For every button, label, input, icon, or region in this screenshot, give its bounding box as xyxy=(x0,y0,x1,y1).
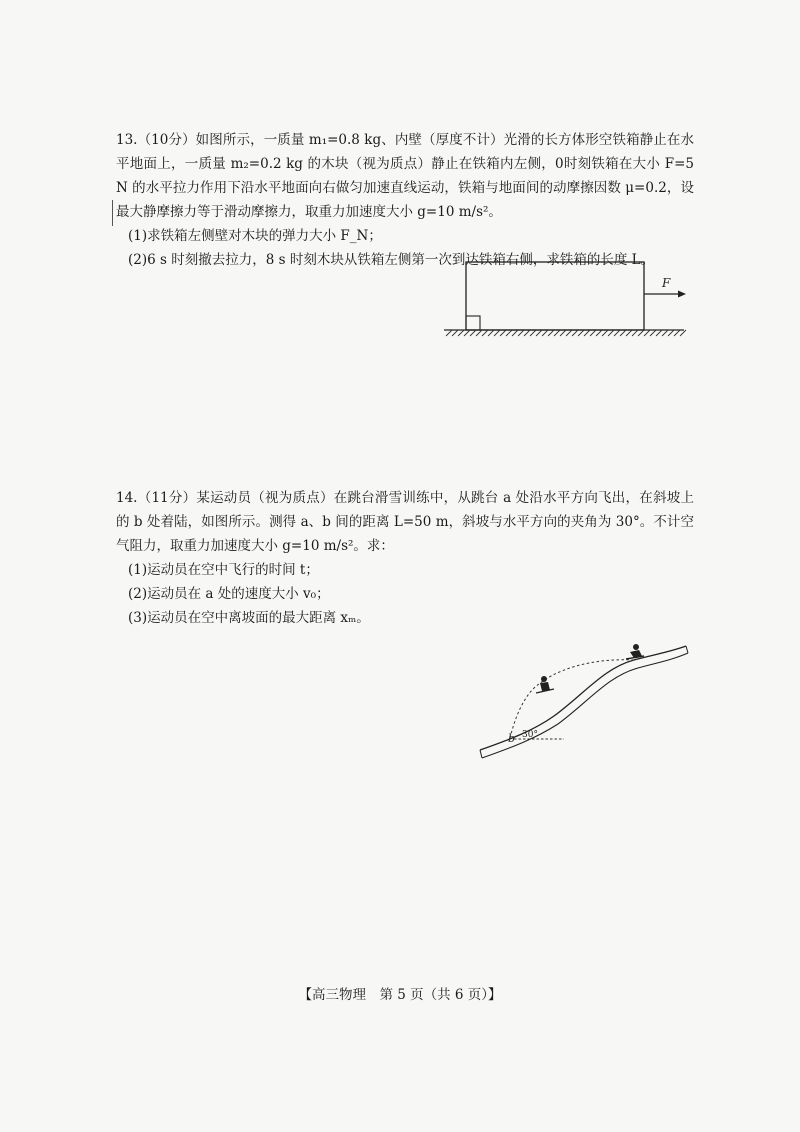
angle-label: 30° xyxy=(522,730,538,740)
iron-box-figure xyxy=(444,254,694,344)
question-13-stem: 13.（10分）如图所示，一质量 m₁=0.8 kg、内壁（厚度不计）光滑的长方体形空铁箱静止在水平地面上，一质量 m₂=0.2 kg 的木块（视为质点）静止在铁箱内左侧，0时刻铁箱在大小 F=5 N 的水平拉力作用下沿水平地面向右做匀加速直线运动，铁箱与地面间的动摩擦因数 μ=0.2，设最大静摩擦力等于滑动摩擦力，取重力加速度大小 g=10 m/s²。 xyxy=(116,132,694,220)
hatch-line xyxy=(578,330,584,336)
question-13-part-2: (2)6 s 时刻撤去拉力，8 s 时刻木块从铁箱左侧第一次到达铁箱右侧，求铁箱的长度 L。 xyxy=(128,252,655,268)
question-14-stem: 14.（11分）某运动员（视为质点）在跳台滑雪训练中，从跳台 a 处沿水平方向飞出，在斜坡上的 b 处着陆，如图所示。测得 a、b 间的距离 L=50 m，斜坡与水平方向的夹角为 30°。不计空气阻力，取重力加速度大小 g=10 m/s²。求： xyxy=(116,490,694,554)
hatch-line xyxy=(500,330,506,336)
hatch-line xyxy=(668,330,674,336)
hatch-line xyxy=(458,330,464,336)
hatch-line xyxy=(446,330,452,336)
hatch-line xyxy=(626,330,632,336)
hatch-line xyxy=(554,330,560,336)
hatch-line xyxy=(560,330,566,336)
hatch-line xyxy=(482,330,488,336)
question-14 xyxy=(116,486,694,630)
hatch-line xyxy=(548,330,554,336)
ski-jump-figure xyxy=(474,638,694,764)
page-footer: 【高三物理 第 5 页（共 6 页）】 xyxy=(298,987,502,1003)
hatch-line xyxy=(524,330,530,336)
slope-edge-right xyxy=(686,646,688,653)
point-b-label: b xyxy=(508,732,516,745)
question-13-part-1: (1)求铁箱左侧壁对木块的弹力大小 F_N； xyxy=(128,228,382,244)
flight-trajectory xyxy=(510,660,634,738)
hatch-line xyxy=(566,330,572,336)
hatch-line xyxy=(518,330,524,336)
slope-edge-left xyxy=(480,750,482,758)
hatch-line xyxy=(656,330,662,336)
hatch-line xyxy=(680,330,686,336)
hatch-line xyxy=(620,330,626,336)
hatch-line xyxy=(488,330,494,336)
hatch-line xyxy=(602,330,608,336)
hatch-line xyxy=(536,330,542,336)
hatch-line xyxy=(494,330,500,336)
force-arrowhead xyxy=(678,291,686,298)
hatch-line xyxy=(674,330,680,336)
hatch-line xyxy=(464,330,470,336)
hatch-line xyxy=(614,330,620,336)
hatch-line xyxy=(530,330,536,336)
question-14-part-2: (2)运动员在 a 处的速度大小 v₀； xyxy=(128,586,330,602)
question-14-part-3: (3)运动员在空中离坡面的最大距离 xₘ。 xyxy=(128,610,370,626)
hatch-line xyxy=(584,330,590,336)
hatch-line xyxy=(506,330,512,336)
hatch-line xyxy=(590,330,596,336)
iron-box xyxy=(466,262,644,330)
hatch-line xyxy=(470,330,476,336)
hatch-line xyxy=(572,330,578,336)
hatch-line xyxy=(638,330,644,336)
skier-at-a-icon xyxy=(626,644,644,659)
question-14-part-1: (1)运动员在空中飞行的时间 t； xyxy=(128,562,319,578)
hatch-line xyxy=(452,330,458,336)
hatch-line xyxy=(542,330,548,336)
hatch-line xyxy=(512,330,518,336)
hatch-line xyxy=(596,330,602,336)
force-label: F xyxy=(662,276,671,290)
margin-mark xyxy=(112,200,113,226)
hatch-line xyxy=(476,330,482,336)
wooden-block xyxy=(466,316,480,330)
ground-hatching xyxy=(446,330,686,336)
hatch-line xyxy=(650,330,656,336)
hatch-line xyxy=(662,330,668,336)
hatch-line xyxy=(644,330,650,336)
hatch-line xyxy=(608,330,614,336)
question-13 xyxy=(116,128,694,272)
hatch-line xyxy=(632,330,638,336)
